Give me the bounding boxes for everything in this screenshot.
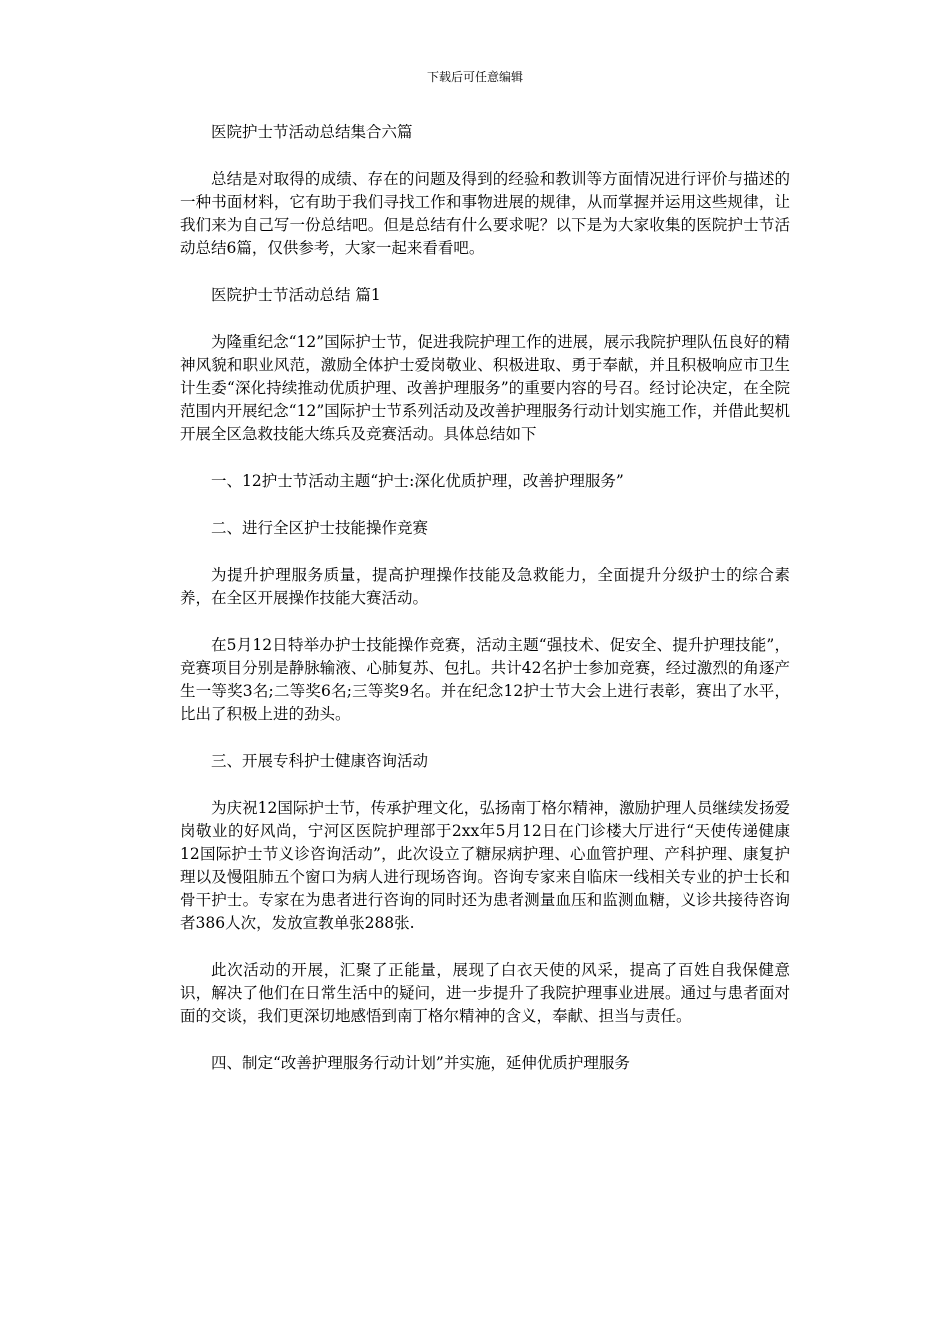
- paragraph: 此次活动的开展，汇聚了正能量，展现了白衣天使的风采，提高了百姓自我保健意识，解决了他们在日常生活中的疑问，进一步提升了我院护理事业进展。通过与患者面对面的交谈，我们更深切地感悟到南丁格尔精神的含义，奉献、担当与责任。: [180, 961, 790, 1025]
- page-header: 下载后可任意编辑: [426, 70, 523, 84]
- document-title: 医院护士节活动总结集合六篇: [211, 123, 413, 141]
- paragraph: 为庆祝12国际护士节，传承护理文化，弘扬南丁格尔精神，激励护理人员继续发扬爱岗敬业的好风尚，宁河区医院护理部于2xx年5月12日在门诊楼大厅进行“天使传递健康12国际护士节义诊咨询活动”，此次设立了糖尿病护理、心血管护理、产科护理、康复护理以及慢阻肺五个窗口为病人进行现场咨询。咨询专家来自临床一线相关专业的护士长和骨干护士。专家在为患者进行咨询的同时还为患者测量血压和监测血糖，义诊共接待咨询者386人次，发放宣教单张288张.: [180, 799, 790, 932]
- paragraph: 为提升护理服务质量，提高护理操作技能及急救能力，全面提升分级护士的综合素养，在全区开展操作技能大赛活动。: [180, 566, 790, 607]
- paragraph: 为隆重纪念“12”国际护士节，促进我院护理工作的进展，展示我院护理队伍良好的精神风貌和职业风范，激励全体护士爱岗敬业、积极进取、勇于奉献，并且积极响应市卫生计生委“深化持续推动优质护理、改善护理服务”的重要内容的号召。经讨论决定，在全院范围内开展纪念“12”国际护士节系列活动及改善护理服务行动计划实施工作，并借此契机开展全区急救技能大练兵及竞赛活动。具体总结如下: [180, 333, 790, 443]
- section-heading: 医院护士节活动总结 篇1: [211, 286, 381, 304]
- section-heading: 四、制定“改善护理服务行动计划”并实施，延伸优质护理服务: [211, 1054, 630, 1072]
- section-heading: 二、进行全区护士技能操作竞赛: [211, 519, 429, 537]
- paragraph: 在5月12日特举办护士技能操作竞赛，活动主题“强技术、促安全、提升护理技能”，竞赛项目分别是静脉输液、心肺复苏、包扎。共计42名护士参加竞赛，经过激烈的角逐产生一等奖3名;二等奖6名;三等奖9名。并在纪念12护士节大会上进行表彰，赛出了水平，比出了积极上进的劲头。: [180, 636, 790, 723]
- intro-paragraph: 总结是对取得的成绩、存在的问题及得到的经验和教训等方面情况进行评价与描述的一种书面材料，它有助于我们寻找工作和事物进展的规律，从而掌握并运用这些规律，让我们来为自己写一份总结吧。但是总结有什么要求呢？以下是为大家收集的医院护士节活动总结6篇，仅供参考，大家一起来看看吧。: [180, 170, 790, 257]
- document-body: [180, 121, 790, 1099]
- section-heading: 三、开展专科护士健康咨询活动: [211, 752, 429, 770]
- section-heading: 一、12护士节活动主题“护士:深化优质护理，改善护理服务”: [211, 472, 624, 490]
